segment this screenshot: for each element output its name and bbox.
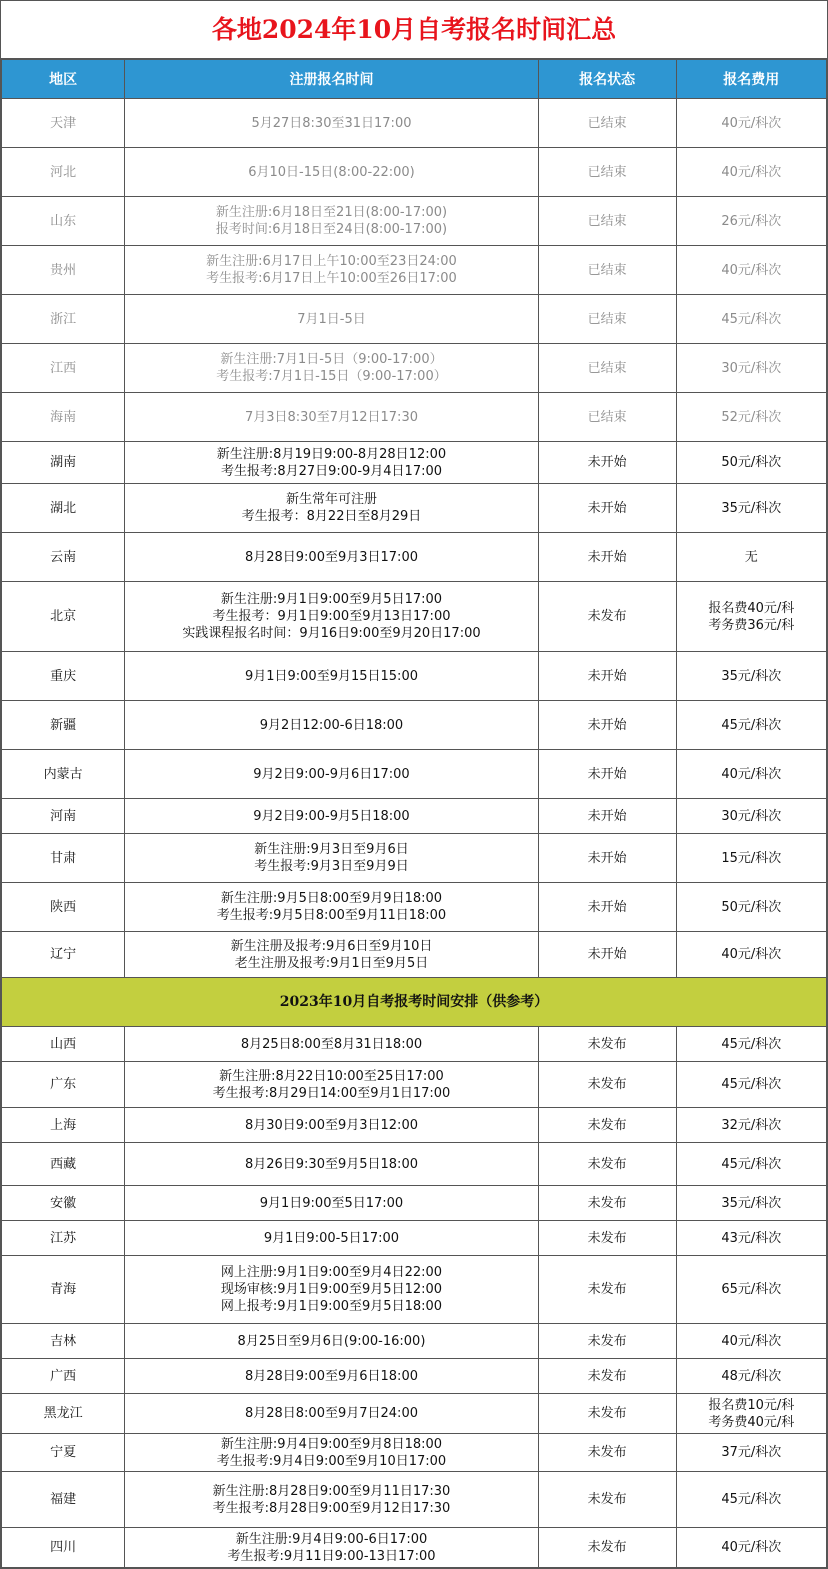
fee-cell <box>676 1256 826 1324</box>
time-cell <box>125 1394 539 1434</box>
fee-cell <box>676 393 826 442</box>
table-row <box>2 148 827 197</box>
time-cell-line: 考生报考：9月1日9:00至9月13日17:00 <box>212 609 451 624</box>
time-cell-line: 新生注册:6月17日上午10:00至23日24:00 <box>206 254 457 269</box>
fee-cell-line: 报名费10元/科 <box>708 1397 795 1413</box>
fee-cell-line: 报名费40元/科 <box>708 600 795 616</box>
time-cell <box>125 393 539 442</box>
fee-cell-line: 52元/科次 <box>721 409 782 425</box>
fee-cell-line: 40元/科次 <box>721 766 782 782</box>
time-cell <box>125 799 539 834</box>
section-title: 2023年10月自考报考时间安排（供参考） <box>2 978 827 1027</box>
time-cell <box>125 1186 539 1221</box>
region-cell: 贵州 <box>2 246 125 295</box>
fee-cell-line: 40元/科次 <box>721 947 782 962</box>
header-time: 注册报名时间 <box>125 60 539 99</box>
status-cell: 未开始 <box>538 750 676 799</box>
fee-cell-line: 40元/科次 <box>721 262 782 278</box>
status-cell: 已结束 <box>538 246 676 295</box>
page-title: 各地2024年10月自考报名时间汇总 <box>1 1 827 59</box>
fee-cell <box>676 295 826 344</box>
fee-cell-line: 40元/科次 <box>721 1333 782 1349</box>
time-cell-line: 新生注册:9月3日至9月6日 <box>254 842 409 857</box>
region-cell: 浙江 <box>2 295 125 344</box>
fee-cell <box>676 197 826 246</box>
region-cell: 山西 <box>2 1027 125 1062</box>
time-cell-line: 考生报考:8月27日9:00-9月4日17:00 <box>220 463 443 479</box>
fee-cell-line: 15元/科次 <box>721 850 782 866</box>
region-cell: 北京 <box>2 582 125 652</box>
status-cell: 已结束 <box>538 393 676 442</box>
region-cell: 河南 <box>2 799 125 834</box>
table-row <box>2 1434 827 1472</box>
time-cell-line: 8月28日8:00至9月7日24:00 <box>244 1406 418 1421</box>
fee-cell-line: 35元/科次 <box>721 668 782 684</box>
fee-cell-line: 26元/科次 <box>721 213 782 229</box>
status-cell: 未发布 <box>538 1221 676 1256</box>
time-cell <box>125 197 539 246</box>
status-cell: 未开始 <box>538 442 676 484</box>
time-cell-line: 考生报考:9月4日9:00至9月10日17:00 <box>216 1453 447 1469</box>
time-cell-line: 新生注册:8月22日10:00至25日17:00 <box>219 1068 444 1084</box>
time-cell-line: 考生报考:7月1日-15日（9:00-17:00） <box>216 369 447 384</box>
time-cell-line: 8月28日9:00至9月3日17:00 <box>244 549 418 565</box>
table-row <box>2 246 827 295</box>
fee-cell <box>676 582 826 652</box>
time-cell <box>125 1472 539 1528</box>
time-cell-line: 考生报考:6月17日上午10:00至26日17:00 <box>206 271 457 286</box>
time-cell <box>125 484 539 533</box>
fee-cell <box>676 533 826 582</box>
time-cell-line: 新生注册:9月5日8:00至9月9日18:00 <box>220 891 443 906</box>
time-cell <box>125 99 539 148</box>
table-row <box>2 1143 827 1186</box>
fee-cell-line: 30元/科次 <box>721 360 782 376</box>
region-cell: 内蒙古 <box>2 750 125 799</box>
region-cell: 宁夏 <box>2 1434 125 1472</box>
region-cell: 安徽 <box>2 1186 125 1221</box>
time-cell-line: 6月10日-15日(8:00-22:00) <box>248 164 415 180</box>
table-row <box>2 1027 827 1062</box>
time-cell-line: 新生注册及报考:9月6日至9月10日 <box>230 938 433 954</box>
time-cell-line: 报考时间:6月18日至24日(8:00-17:00) <box>215 222 448 237</box>
time-cell-line: 新生注册:9月4日9:00至9月8日18:00 <box>220 1436 443 1452</box>
time-cell-line: 现场审核:9月1日9:00至9月5日12:00 <box>220 1282 443 1297</box>
table-row <box>2 393 827 442</box>
time-cell-line: 老生注册及报考:9月1日至9月5日 <box>234 955 429 971</box>
fee-cell-line: 考务费40元/科 <box>708 1414 795 1430</box>
time-cell <box>125 1221 539 1256</box>
fee-cell <box>676 799 826 834</box>
status-cell: 已结束 <box>538 295 676 344</box>
fee-cell-line: 65元/科次 <box>721 1282 782 1297</box>
time-cell-line: 7月3日8:30至7月12日17:30 <box>244 409 418 425</box>
status-cell: 未发布 <box>538 1472 676 1528</box>
region-cell: 西藏 <box>2 1143 125 1186</box>
status-cell: 未开始 <box>538 701 676 750</box>
fee-cell <box>676 99 826 148</box>
status-cell: 未发布 <box>538 1108 676 1143</box>
fee-cell-line: 45元/科次 <box>721 1156 782 1172</box>
section-row <box>2 978 827 1027</box>
time-cell-line: 新生注册:9月4日9:00-6日17:00 <box>235 1531 428 1547</box>
fee-cell <box>676 1221 826 1256</box>
fee-cell <box>676 750 826 799</box>
registration-table <box>1 59 827 1568</box>
fee-cell <box>676 1324 826 1359</box>
status-cell: 未开始 <box>538 883 676 932</box>
status-cell: 未开始 <box>538 932 676 978</box>
table-row <box>2 1062 827 1108</box>
header-fee: 报名费用 <box>676 60 826 99</box>
region-cell: 辽宁 <box>2 932 125 978</box>
time-cell-line: 网上报考:9月1日9:00至9月5日18:00 <box>220 1299 443 1314</box>
fee-cell <box>676 1186 826 1221</box>
fee-cell-line: 45元/科次 <box>721 717 782 733</box>
time-cell-line: 9月1日9:00至5日17:00 <box>259 1195 404 1211</box>
region-cell: 四川 <box>2 1528 125 1568</box>
fee-cell <box>676 701 826 750</box>
time-cell-line: 新生注册:6月18日至21日(8:00-17:00) <box>215 205 448 220</box>
table-row <box>2 1108 827 1143</box>
time-cell-line: 8月25日至9月6日(9:00-16:00) <box>237 1333 426 1349</box>
fee-cell <box>676 1027 826 1062</box>
time-cell <box>125 1062 539 1108</box>
fee-cell <box>676 484 826 533</box>
time-cell <box>125 1528 539 1568</box>
table-row <box>2 799 827 834</box>
fee-cell-line: 35元/科次 <box>721 1195 782 1211</box>
time-cell-line: 考生报考:8月28日9:00至9月12日17:30 <box>212 1500 451 1516</box>
status-cell: 未发布 <box>538 1528 676 1568</box>
time-cell <box>125 1359 539 1394</box>
status-cell: 未发布 <box>538 1027 676 1062</box>
table-row <box>2 834 827 883</box>
time-cell-line: 8月28日9:00至9月6日18:00 <box>244 1368 418 1384</box>
status-cell: 未发布 <box>538 582 676 652</box>
time-cell <box>125 750 539 799</box>
table-row <box>2 1221 827 1256</box>
table-row <box>2 344 827 393</box>
section-2023 <box>2 978 827 1027</box>
status-cell: 已结束 <box>538 197 676 246</box>
time-cell <box>125 1108 539 1143</box>
time-cell <box>125 652 539 701</box>
region-cell: 广东 <box>2 1062 125 1108</box>
time-cell-line: 考生报考：8月22日至8月29日 <box>241 509 422 524</box>
fee-cell <box>676 344 826 393</box>
status-cell: 已结束 <box>538 344 676 393</box>
fee-cell <box>676 834 826 883</box>
fee-cell <box>676 1528 826 1568</box>
fee-cell-line: 30元/科次 <box>721 808 782 824</box>
fee-cell <box>676 1359 826 1394</box>
time-cell <box>125 582 539 652</box>
fee-cell <box>676 1434 826 1472</box>
time-cell-line: 考生报考:9月3日至9月9日 <box>254 859 409 874</box>
time-cell-line: 新生注册:8月28日9:00至9月11日17:30 <box>212 1483 451 1499</box>
table-row <box>2 1186 827 1221</box>
fee-cell <box>676 1394 826 1434</box>
status-cell: 未发布 <box>538 1324 676 1359</box>
fee-cell <box>676 1108 826 1143</box>
time-cell-line: 9月2日9:00-9月5日18:00 <box>253 808 410 824</box>
rows-2023 <box>2 1027 827 1568</box>
time-cell <box>125 533 539 582</box>
region-cell: 重庆 <box>2 652 125 701</box>
time-cell <box>125 701 539 750</box>
table-row <box>2 1324 827 1359</box>
fee-cell-line: 40元/科次 <box>721 164 782 180</box>
time-cell <box>125 295 539 344</box>
region-cell: 黑龙江 <box>2 1394 125 1434</box>
time-cell-line: 5月27日8:30至31日17:00 <box>251 115 412 131</box>
fee-cell-line: 45元/科次 <box>721 1077 782 1092</box>
time-cell <box>125 1256 539 1324</box>
status-cell: 未发布 <box>538 1359 676 1394</box>
fee-cell-line: 45元/科次 <box>721 311 782 327</box>
rows-2024 <box>2 99 827 978</box>
fee-cell-line: 48元/科次 <box>721 1368 782 1384</box>
region-cell: 天津 <box>2 99 125 148</box>
fee-cell-line: 40元/科次 <box>721 115 782 131</box>
time-cell <box>125 442 539 484</box>
time-cell-line: 9月1日9:00至9月15日15:00 <box>244 668 418 684</box>
time-cell-line: 新生注册:9月1日9:00至9月5日17:00 <box>220 592 443 607</box>
time-cell <box>125 148 539 197</box>
status-cell: 未发布 <box>538 1394 676 1434</box>
table-row <box>2 442 827 484</box>
time-cell <box>125 1027 539 1062</box>
status-cell: 未开始 <box>538 799 676 834</box>
fee-cell <box>676 1143 826 1186</box>
time-cell <box>125 834 539 883</box>
table-row <box>2 99 827 148</box>
status-cell: 未开始 <box>538 834 676 883</box>
status-cell: 已结束 <box>538 99 676 148</box>
fee-cell-line: 40元/科次 <box>721 1540 782 1555</box>
fee-cell <box>676 932 826 978</box>
region-cell: 江西 <box>2 344 125 393</box>
fee-cell <box>676 442 826 484</box>
table-row <box>2 652 827 701</box>
fee-cell-line: 35元/科次 <box>721 500 782 516</box>
fee-cell-line: 43元/科次 <box>721 1230 782 1246</box>
region-cell: 吉林 <box>2 1324 125 1359</box>
status-cell: 未开始 <box>538 533 676 582</box>
fee-cell-line: 37元/科次 <box>721 1445 782 1460</box>
table-row <box>2 533 827 582</box>
table-row <box>2 883 827 932</box>
fee-cell-line: 45元/科次 <box>721 1492 782 1507</box>
fee-cell <box>676 1062 826 1108</box>
status-cell: 未发布 <box>538 1062 676 1108</box>
status-cell: 未发布 <box>538 1186 676 1221</box>
region-cell: 福建 <box>2 1472 125 1528</box>
time-cell-line: 9月1日9:00-5日17:00 <box>263 1230 400 1246</box>
time-cell-line: 考生报考:8月29日14:00至9月1日17:00 <box>212 1085 451 1101</box>
time-cell-line: 8月26日9:30至9月5日18:00 <box>244 1156 418 1172</box>
time-cell-line: 7月1日-5日 <box>297 311 366 327</box>
table-row <box>2 484 827 533</box>
time-cell-line: 实践课程报名时间：9月16日9:00至9月20日17:00 <box>182 626 481 641</box>
fee-cell <box>676 883 826 932</box>
time-cell-line: 新生注册:8月19日9:00-8月28日12:00 <box>216 446 447 462</box>
time-cell-line: 9月2日12:00-6日18:00 <box>259 717 404 733</box>
time-cell <box>125 1143 539 1186</box>
status-cell: 未发布 <box>538 1143 676 1186</box>
time-cell-line: 考生报考:9月5日8:00至9月11日18:00 <box>216 908 447 923</box>
region-cell: 山东 <box>2 197 125 246</box>
time-cell-line: 8月25日8:00至8月31日18:00 <box>240 1036 423 1052</box>
table-row <box>2 582 827 652</box>
table-row <box>2 1472 827 1528</box>
status-cell: 未开始 <box>538 652 676 701</box>
region-cell: 河北 <box>2 148 125 197</box>
time-cell <box>125 932 539 978</box>
status-cell: 未发布 <box>538 1434 676 1472</box>
table-row <box>2 932 827 978</box>
table-row <box>2 1256 827 1324</box>
header-region: 地区 <box>2 60 125 99</box>
table-row <box>2 1528 827 1568</box>
header-row <box>2 60 827 99</box>
time-cell-line: 9月2日9:00-9月6日17:00 <box>253 766 410 782</box>
region-cell: 云南 <box>2 533 125 582</box>
header-status: 报名状态 <box>538 60 676 99</box>
fee-cell-line: 45元/科次 <box>721 1036 782 1052</box>
status-cell: 未发布 <box>538 1256 676 1324</box>
region-cell: 广西 <box>2 1359 125 1394</box>
table-row <box>2 750 827 799</box>
status-cell: 已结束 <box>538 148 676 197</box>
region-cell: 甘肃 <box>2 834 125 883</box>
time-cell <box>125 246 539 295</box>
fee-cell-line: 32元/科次 <box>721 1117 782 1133</box>
time-cell <box>125 883 539 932</box>
region-cell: 湖南 <box>2 442 125 484</box>
time-cell <box>125 1434 539 1472</box>
region-cell: 陕西 <box>2 883 125 932</box>
fee-cell-line: 50元/科次 <box>721 899 782 915</box>
fee-cell-line: 无 <box>744 549 758 565</box>
fee-cell <box>676 148 826 197</box>
table-row <box>2 1394 827 1434</box>
time-cell-line: 网上注册:9月1日9:00至9月4日22:00 <box>220 1265 443 1280</box>
table-row <box>2 701 827 750</box>
region-cell: 上海 <box>2 1108 125 1143</box>
table-row <box>2 197 827 246</box>
region-cell: 江苏 <box>2 1221 125 1256</box>
region-cell: 海南 <box>2 393 125 442</box>
region-cell: 湖北 <box>2 484 125 533</box>
time-cell-line: 新生注册:7月1日-5日（9:00-17:00） <box>220 352 443 367</box>
region-cell: 新疆 <box>2 701 125 750</box>
table-row <box>2 295 827 344</box>
fee-cell-line: 50元/科次 <box>721 455 782 470</box>
fee-cell <box>676 246 826 295</box>
fee-cell-line: 考务费36元/科 <box>708 617 795 633</box>
time-cell-line: 考生报考:9月11日9:00-13日17:00 <box>227 1548 436 1564</box>
region-cell: 青海 <box>2 1256 125 1324</box>
status-cell: 未开始 <box>538 484 676 533</box>
table-row <box>2 1359 827 1394</box>
fee-cell <box>676 652 826 701</box>
time-cell-line: 8月30日9:00至9月3日12:00 <box>244 1117 418 1133</box>
time-cell-line: 新生常年可注册 <box>285 492 377 507</box>
time-cell <box>125 344 539 393</box>
fee-cell <box>676 1472 826 1528</box>
time-cell <box>125 1324 539 1359</box>
